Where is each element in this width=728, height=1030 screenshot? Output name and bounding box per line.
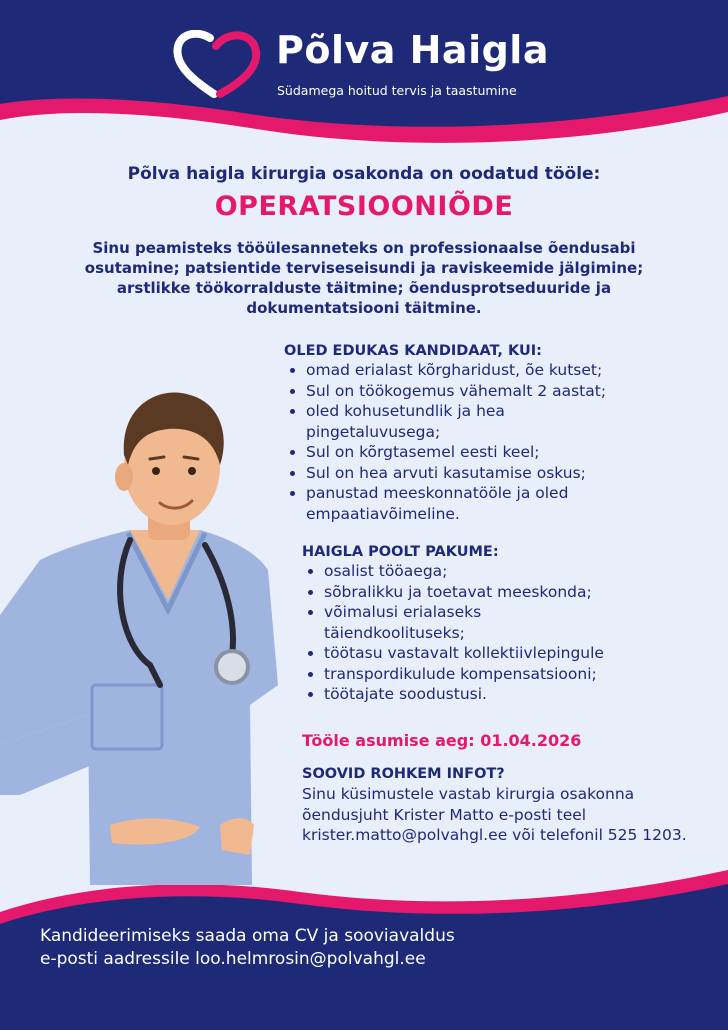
offer-section	[302, 544, 702, 705]
list-item: • osalist tööaega;	[324, 561, 702, 582]
list-item: • võimalusi erialaseks täiendkoolituseks;	[324, 602, 554, 643]
start-date: Tööle asumise aeg: 01.04.2026	[302, 731, 582, 750]
brand-name: Põlva Haigla	[276, 28, 549, 72]
intro-text: Põlva haigla kirurgia osakonda on oodatud tööle:	[127, 164, 601, 184]
requirements-heading: OLED EDUKAS KANDIDAAT, KUI:	[284, 343, 542, 359]
contact-text: Sinu küsimustele vastab kirurgia osakonna õendusjuht Krister Matto e-posti teel krister.matto@polvahgl.ee või telefonil 525 1203.	[302, 785, 687, 844]
contact-heading: SOOVID ROHKEM INFOT?	[302, 766, 505, 782]
list-item: • omad erialast kõrgharidust, õe kutset;	[306, 360, 704, 381]
list-item: • töötasu vastavalt kollektiivlepingule	[324, 643, 702, 664]
offer-list	[302, 561, 702, 705]
requirements-section	[284, 343, 704, 524]
footer-application-text: Kandideerimiseks saada oma CV ja sooviavaldus e-posti aadressile loo.helmrosin@polvahgl.ee	[40, 926, 455, 969]
brand-logo	[172, 26, 572, 106]
list-item: • sõbralikku ja toetavat meeskonda;	[324, 582, 702, 603]
contact-section	[302, 766, 692, 846]
list-item: • Sul on hea arvuti kasutamise oskus;	[306, 463, 704, 484]
heart-logo-icon	[172, 30, 262, 100]
brand-tagline: Südamega hoitud tervis ja taastumine	[277, 83, 517, 98]
list-item: • panustad meeskonnatööle ja oled empaatiavõimeline.	[306, 483, 636, 524]
job-title: OPERATSIOONIÕDE	[214, 191, 514, 222]
duties-text: Sinu peamisteks tööülesanneteks on professionaalse õendusabi osutamine; patsientide terviseseisundi ja raviskeemide jälgimine; arstlikke töökorralduste täitmine; õendusprotseduuride ja dokumentatsiooni täitmine.	[84, 239, 644, 317]
offer-heading: HAIGLA POOLT PAKUME:	[302, 544, 499, 560]
list-item: • transpordikulude kompensatsiooni;	[324, 664, 702, 685]
requirements-list	[284, 360, 704, 524]
list-item: • Sul on töökogemus vähemalt 2 aastat;	[306, 381, 704, 402]
nurse-illustration	[0, 385, 290, 905]
list-item: • oled kohusetundlik ja hea pingetaluvusega;	[306, 401, 576, 442]
list-item: • töötajate soodustusi.	[324, 684, 702, 705]
list-item: • Sul on kõrgtasemel eesti keel;	[306, 442, 704, 463]
